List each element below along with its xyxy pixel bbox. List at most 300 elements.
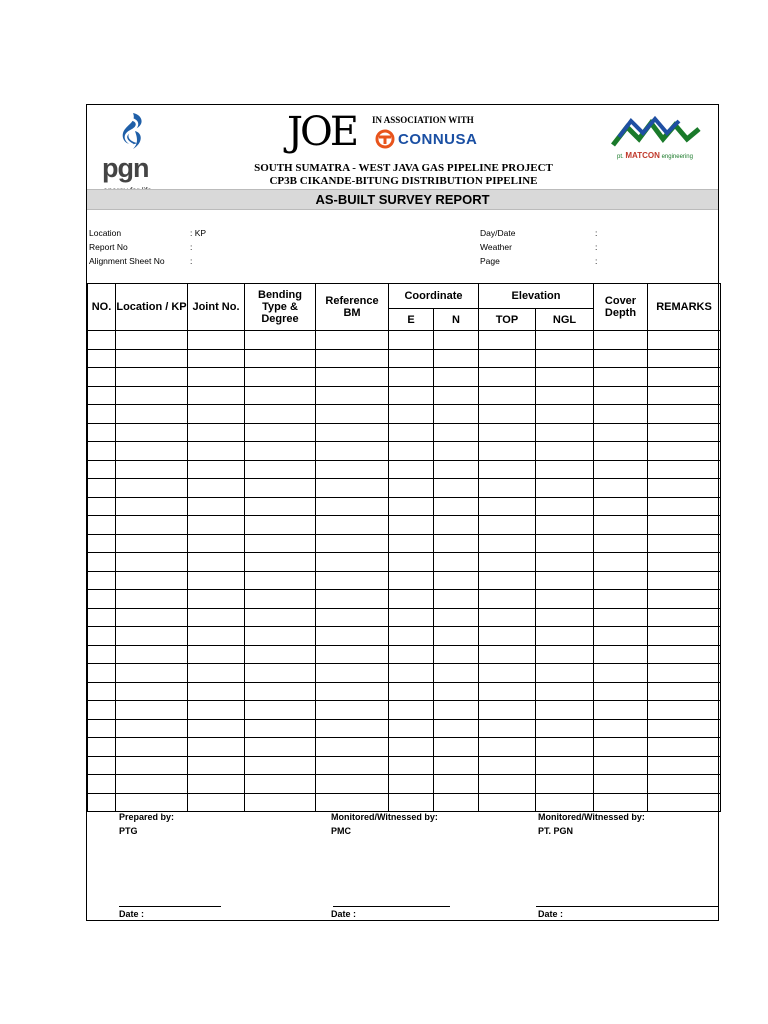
table-cell[interactable] xyxy=(389,534,434,553)
table-cell[interactable] xyxy=(479,664,536,683)
table-cell[interactable] xyxy=(188,590,245,609)
table-cell[interactable] xyxy=(479,775,536,794)
table-cell[interactable] xyxy=(434,479,479,498)
table-cell[interactable] xyxy=(188,571,245,590)
table-cell[interactable] xyxy=(245,590,316,609)
table-cell[interactable] xyxy=(389,645,434,664)
table-cell[interactable] xyxy=(316,460,389,479)
table-cell[interactable] xyxy=(594,423,648,442)
table-cell[interactable] xyxy=(594,627,648,646)
table-cell[interactable] xyxy=(88,571,116,590)
table-cell[interactable] xyxy=(188,701,245,720)
table-cell[interactable] xyxy=(389,701,434,720)
table-cell[interactable] xyxy=(188,682,245,701)
table-cell[interactable] xyxy=(389,368,434,387)
table-cell[interactable] xyxy=(536,423,594,442)
table-cell[interactable] xyxy=(648,627,721,646)
table-cell[interactable] xyxy=(434,405,479,424)
table-cell[interactable] xyxy=(245,386,316,405)
survey-table xyxy=(87,283,721,812)
table-cell[interactable] xyxy=(245,645,316,664)
table-cell[interactable] xyxy=(479,590,536,609)
table-cell[interactable] xyxy=(245,756,316,775)
table-cell[interactable] xyxy=(245,405,316,424)
table-cell[interactable] xyxy=(536,682,594,701)
table-cell[interactable] xyxy=(88,534,116,553)
table-cell[interactable] xyxy=(536,645,594,664)
page-value: : xyxy=(595,256,598,266)
table-cell[interactable] xyxy=(316,645,389,664)
table-cell[interactable] xyxy=(88,331,116,350)
table-cell[interactable] xyxy=(389,793,434,812)
table-cell[interactable] xyxy=(88,442,116,461)
table-cell[interactable] xyxy=(479,738,536,757)
table-cell[interactable] xyxy=(389,460,434,479)
table-cell[interactable] xyxy=(316,719,389,738)
table-cell[interactable] xyxy=(316,590,389,609)
table-cell[interactable] xyxy=(536,756,594,775)
table-cell[interactable] xyxy=(88,460,116,479)
table-cell[interactable] xyxy=(536,664,594,683)
table-cell[interactable] xyxy=(316,442,389,461)
table-cell[interactable] xyxy=(316,627,389,646)
table-cell[interactable] xyxy=(648,497,721,516)
table-cell[interactable] xyxy=(594,534,648,553)
table-cell[interactable] xyxy=(245,331,316,350)
table-cell[interactable] xyxy=(434,682,479,701)
table-cell[interactable] xyxy=(434,664,479,683)
table-cell[interactable] xyxy=(594,460,648,479)
table-cell[interactable] xyxy=(245,682,316,701)
table-cell[interactable] xyxy=(389,608,434,627)
table-cell[interactable] xyxy=(389,386,434,405)
table-cell[interactable] xyxy=(116,497,188,516)
table-cell[interactable] xyxy=(389,719,434,738)
table-cell[interactable] xyxy=(116,756,188,775)
table-cell[interactable] xyxy=(434,571,479,590)
table-cell[interactable] xyxy=(536,442,594,461)
table-cell[interactable] xyxy=(648,553,721,572)
table-cell[interactable] xyxy=(245,608,316,627)
table-cell[interactable] xyxy=(316,405,389,424)
table-cell[interactable] xyxy=(389,553,434,572)
table-cell[interactable] xyxy=(594,608,648,627)
table-cell[interactable] xyxy=(479,460,536,479)
table-cell[interactable] xyxy=(188,423,245,442)
table-cell[interactable] xyxy=(245,497,316,516)
table-cell[interactable] xyxy=(389,775,434,794)
table-cell[interactable] xyxy=(434,608,479,627)
table-cell[interactable] xyxy=(594,664,648,683)
table-cell[interactable] xyxy=(316,368,389,387)
table-cell[interactable] xyxy=(188,405,245,424)
table-cell[interactable] xyxy=(88,497,116,516)
col-remarks: REMARKS xyxy=(648,284,721,331)
table-cell[interactable] xyxy=(594,571,648,590)
table-cell[interactable] xyxy=(434,738,479,757)
table-cell[interactable] xyxy=(434,386,479,405)
table-cell[interactable] xyxy=(389,682,434,701)
table-cell[interactable] xyxy=(188,442,245,461)
table-cell[interactable] xyxy=(245,479,316,498)
table-cell[interactable] xyxy=(316,497,389,516)
table-cell[interactable] xyxy=(648,682,721,701)
table-cell[interactable] xyxy=(594,497,648,516)
table-cell[interactable] xyxy=(434,331,479,350)
table-cell[interactable] xyxy=(116,571,188,590)
table-cell[interactable] xyxy=(594,349,648,368)
table-cell[interactable] xyxy=(648,775,721,794)
table-cell[interactable] xyxy=(188,645,245,664)
table-cell[interactable] xyxy=(648,423,721,442)
table-cell[interactable] xyxy=(479,386,536,405)
table-cell[interactable] xyxy=(188,386,245,405)
table-cell[interactable] xyxy=(389,627,434,646)
table-cell[interactable] xyxy=(648,756,721,775)
table-cell[interactable] xyxy=(245,516,316,535)
table-cell[interactable] xyxy=(434,516,479,535)
table-cell[interactable] xyxy=(536,331,594,350)
table-cell[interactable] xyxy=(434,349,479,368)
table-cell[interactable] xyxy=(116,701,188,720)
table-cell[interactable] xyxy=(116,608,188,627)
table-cell[interactable] xyxy=(536,793,594,812)
table-cell[interactable] xyxy=(594,479,648,498)
table-cell[interactable] xyxy=(536,479,594,498)
table-cell[interactable] xyxy=(648,405,721,424)
table-cell[interactable] xyxy=(479,349,536,368)
table-cell[interactable] xyxy=(479,645,536,664)
table-cell[interactable] xyxy=(479,627,536,646)
day-date-label: Day/Date xyxy=(480,228,516,238)
table-cell[interactable] xyxy=(434,645,479,664)
table-cell[interactable] xyxy=(536,719,594,738)
table-cell[interactable] xyxy=(434,368,479,387)
table-cell[interactable] xyxy=(434,793,479,812)
table-cell[interactable] xyxy=(479,405,536,424)
table-cell[interactable] xyxy=(316,682,389,701)
table-cell[interactable] xyxy=(648,645,721,664)
table-cell[interactable] xyxy=(88,719,116,738)
table-cell[interactable] xyxy=(536,516,594,535)
table-cell[interactable] xyxy=(479,516,536,535)
table-cell[interactable] xyxy=(188,460,245,479)
table-cell[interactable] xyxy=(389,516,434,535)
table-cell[interactable] xyxy=(648,386,721,405)
table-cell[interactable] xyxy=(188,497,245,516)
table-cell[interactable] xyxy=(188,719,245,738)
table-cell[interactable] xyxy=(316,775,389,794)
table-cell[interactable] xyxy=(116,349,188,368)
table-cell[interactable] xyxy=(648,331,721,350)
table-cell[interactable] xyxy=(536,349,594,368)
matcon-wordmark: pt. MATCON engineering xyxy=(617,151,693,160)
table-cell[interactable] xyxy=(648,793,721,812)
table-cell[interactable] xyxy=(536,627,594,646)
table-cell[interactable] xyxy=(648,479,721,498)
table-cell[interactable] xyxy=(479,442,536,461)
table-cell[interactable] xyxy=(245,442,316,461)
table-cell[interactable] xyxy=(88,627,116,646)
table-cell[interactable] xyxy=(389,405,434,424)
table-cell[interactable] xyxy=(389,738,434,757)
table-cell[interactable] xyxy=(536,534,594,553)
table-cell[interactable] xyxy=(648,701,721,720)
table-cell[interactable] xyxy=(389,442,434,461)
table-cell[interactable] xyxy=(479,497,536,516)
table-cell[interactable] xyxy=(88,479,116,498)
table-cell[interactable] xyxy=(536,386,594,405)
table-cell[interactable] xyxy=(479,756,536,775)
table-cell[interactable] xyxy=(648,571,721,590)
table-cell[interactable] xyxy=(245,423,316,442)
table-cell[interactable] xyxy=(479,793,536,812)
table-cell[interactable] xyxy=(536,608,594,627)
table-cell[interactable] xyxy=(434,756,479,775)
table-cell[interactable] xyxy=(88,793,116,812)
table-cell[interactable] xyxy=(479,534,536,553)
table-cell[interactable] xyxy=(389,349,434,368)
table-cell[interactable] xyxy=(536,368,594,387)
table-cell[interactable] xyxy=(316,516,389,535)
table-cell[interactable] xyxy=(116,534,188,553)
table-cell[interactable] xyxy=(594,590,648,609)
table-cell[interactable] xyxy=(245,701,316,720)
table-cell[interactable] xyxy=(594,738,648,757)
table-cell[interactable] xyxy=(245,534,316,553)
table-cell[interactable] xyxy=(316,553,389,572)
table-cell[interactable] xyxy=(116,682,188,701)
table-cell[interactable] xyxy=(245,627,316,646)
table-cell[interactable] xyxy=(648,349,721,368)
table-cell[interactable] xyxy=(88,423,116,442)
table-cell[interactable] xyxy=(188,738,245,757)
table-cell[interactable] xyxy=(594,645,648,664)
table-cell[interactable] xyxy=(88,368,116,387)
table-cell[interactable] xyxy=(536,497,594,516)
table-cell[interactable] xyxy=(88,756,116,775)
table-cell[interactable] xyxy=(648,608,721,627)
table-cell[interactable] xyxy=(188,627,245,646)
table-cell[interactable] xyxy=(88,349,116,368)
table-cell[interactable] xyxy=(245,664,316,683)
table-cell[interactable] xyxy=(188,516,245,535)
table-cell[interactable] xyxy=(188,479,245,498)
table-cell[interactable] xyxy=(316,349,389,368)
table-cell[interactable] xyxy=(116,516,188,535)
table-cell[interactable] xyxy=(389,590,434,609)
table-cell[interactable] xyxy=(594,793,648,812)
table-cell[interactable] xyxy=(188,608,245,627)
table-cell[interactable] xyxy=(116,719,188,738)
table-cell[interactable] xyxy=(479,701,536,720)
table-cell[interactable] xyxy=(479,423,536,442)
table-cell[interactable] xyxy=(245,349,316,368)
table-cell[interactable] xyxy=(316,793,389,812)
table-cell[interactable] xyxy=(434,423,479,442)
table-cell[interactable] xyxy=(88,405,116,424)
table-cell[interactable] xyxy=(88,775,116,794)
table-cell[interactable] xyxy=(88,682,116,701)
table-cell[interactable] xyxy=(188,756,245,775)
table-cell[interactable] xyxy=(389,664,434,683)
table-cell[interactable] xyxy=(594,405,648,424)
table-cell[interactable] xyxy=(188,349,245,368)
table-cell[interactable] xyxy=(434,497,479,516)
table-cell[interactable] xyxy=(88,701,116,720)
table-cell[interactable] xyxy=(116,664,188,683)
table-cell[interactable] xyxy=(594,368,648,387)
table-cell[interactable] xyxy=(88,553,116,572)
table-cell[interactable] xyxy=(594,516,648,535)
table-cell[interactable] xyxy=(116,553,188,572)
table-cell[interactable] xyxy=(434,775,479,794)
table-cell[interactable] xyxy=(434,534,479,553)
table-cell[interactable] xyxy=(188,368,245,387)
table-cell[interactable] xyxy=(434,701,479,720)
table-cell[interactable] xyxy=(316,701,389,720)
table-cell[interactable] xyxy=(536,775,594,794)
alignment-sheet-label: Alignment Sheet No xyxy=(89,256,165,266)
table-cell[interactable] xyxy=(116,590,188,609)
table-cell[interactable] xyxy=(245,553,316,572)
table-cell[interactable] xyxy=(245,793,316,812)
table-cell[interactable] xyxy=(648,719,721,738)
table-cell[interactable] xyxy=(116,479,188,498)
table-cell[interactable] xyxy=(116,460,188,479)
project-line-2: CP3B CIKANDE-BITUNG DISTRIBUTION PIPELINE xyxy=(269,175,538,187)
table-cell[interactable] xyxy=(389,423,434,442)
table-cell[interactable] xyxy=(536,701,594,720)
table-cell[interactable] xyxy=(648,516,721,535)
table-cell[interactable] xyxy=(188,331,245,350)
table-cell[interactable] xyxy=(594,756,648,775)
table-cell[interactable] xyxy=(434,460,479,479)
table-cell[interactable] xyxy=(594,553,648,572)
table-cell[interactable] xyxy=(316,571,389,590)
table-cell[interactable] xyxy=(536,590,594,609)
day-date-value: : xyxy=(595,228,598,238)
table-row xyxy=(88,442,721,461)
table-cell[interactable] xyxy=(88,664,116,683)
table-cell[interactable] xyxy=(116,775,188,794)
table-cell[interactable] xyxy=(245,460,316,479)
table-cell[interactable] xyxy=(389,497,434,516)
table-cell[interactable] xyxy=(434,719,479,738)
survey-report-form xyxy=(86,104,719,921)
table-cell[interactable] xyxy=(479,331,536,350)
table-cell[interactable] xyxy=(594,682,648,701)
table-cell[interactable] xyxy=(88,608,116,627)
table-cell[interactable] xyxy=(316,738,389,757)
table-cell[interactable] xyxy=(245,571,316,590)
table-row xyxy=(88,368,721,387)
table-cell[interactable] xyxy=(434,590,479,609)
table-cell[interactable] xyxy=(116,368,188,387)
table-cell[interactable] xyxy=(316,386,389,405)
table-cell[interactable] xyxy=(594,386,648,405)
table-cell[interactable] xyxy=(536,553,594,572)
table-cell[interactable] xyxy=(648,442,721,461)
table-cell[interactable] xyxy=(389,571,434,590)
table-cell[interactable] xyxy=(88,738,116,757)
table-cell[interactable] xyxy=(316,331,389,350)
table-cell[interactable] xyxy=(648,590,721,609)
table-cell[interactable] xyxy=(479,571,536,590)
table-cell[interactable] xyxy=(434,553,479,572)
table-cell[interactable] xyxy=(116,331,188,350)
table-cell[interactable] xyxy=(536,405,594,424)
table-cell[interactable] xyxy=(316,608,389,627)
table-cell[interactable] xyxy=(648,534,721,553)
table-cell[interactable] xyxy=(245,738,316,757)
table-cell[interactable] xyxy=(116,793,188,812)
table-cell[interactable] xyxy=(188,553,245,572)
table-cell[interactable] xyxy=(116,386,188,405)
table-cell[interactable] xyxy=(479,553,536,572)
table-cell[interactable] xyxy=(88,590,116,609)
table-cell[interactable] xyxy=(434,442,479,461)
table-cell[interactable] xyxy=(316,534,389,553)
table-cell[interactable] xyxy=(648,460,721,479)
table-cell[interactable] xyxy=(245,775,316,794)
table-cell[interactable] xyxy=(536,460,594,479)
table-cell[interactable] xyxy=(116,627,188,646)
table-cell[interactable] xyxy=(188,534,245,553)
table-cell[interactable] xyxy=(434,627,479,646)
table-cell[interactable] xyxy=(245,719,316,738)
table-cell[interactable] xyxy=(316,423,389,442)
table-cell[interactable] xyxy=(389,756,434,775)
table-cell[interactable] xyxy=(594,719,648,738)
table-cell[interactable] xyxy=(316,479,389,498)
table-cell[interactable] xyxy=(648,738,721,757)
table-cell[interactable] xyxy=(116,405,188,424)
table-cell[interactable] xyxy=(316,756,389,775)
table-cell[interactable] xyxy=(116,442,188,461)
table-cell[interactable] xyxy=(88,386,116,405)
table-cell[interactable] xyxy=(116,423,188,442)
table-cell[interactable] xyxy=(594,775,648,794)
table-cell[interactable] xyxy=(188,775,245,794)
table-cell[interactable] xyxy=(116,738,188,757)
table-cell[interactable] xyxy=(389,479,434,498)
table-cell[interactable] xyxy=(536,738,594,757)
table-cell[interactable] xyxy=(479,479,536,498)
table-cell[interactable] xyxy=(316,664,389,683)
table-cell[interactable] xyxy=(594,701,648,720)
table-cell[interactable] xyxy=(648,368,721,387)
table-cell[interactable] xyxy=(88,645,116,664)
table-cell[interactable] xyxy=(479,719,536,738)
table-row xyxy=(88,331,721,350)
table-cell[interactable] xyxy=(594,442,648,461)
table-cell[interactable] xyxy=(479,368,536,387)
table-cell[interactable] xyxy=(88,516,116,535)
table-cell[interactable] xyxy=(188,664,245,683)
table-cell[interactable] xyxy=(479,608,536,627)
table-cell[interactable] xyxy=(116,645,188,664)
location-label: Location xyxy=(89,228,122,238)
table-cell[interactable] xyxy=(188,793,245,812)
table-cell[interactable] xyxy=(389,331,434,350)
table-cell[interactable] xyxy=(648,664,721,683)
table-cell[interactable] xyxy=(594,331,648,350)
table-cell[interactable] xyxy=(245,368,316,387)
table-cell[interactable] xyxy=(479,682,536,701)
table-row xyxy=(88,719,721,738)
table-cell[interactable] xyxy=(536,571,594,590)
